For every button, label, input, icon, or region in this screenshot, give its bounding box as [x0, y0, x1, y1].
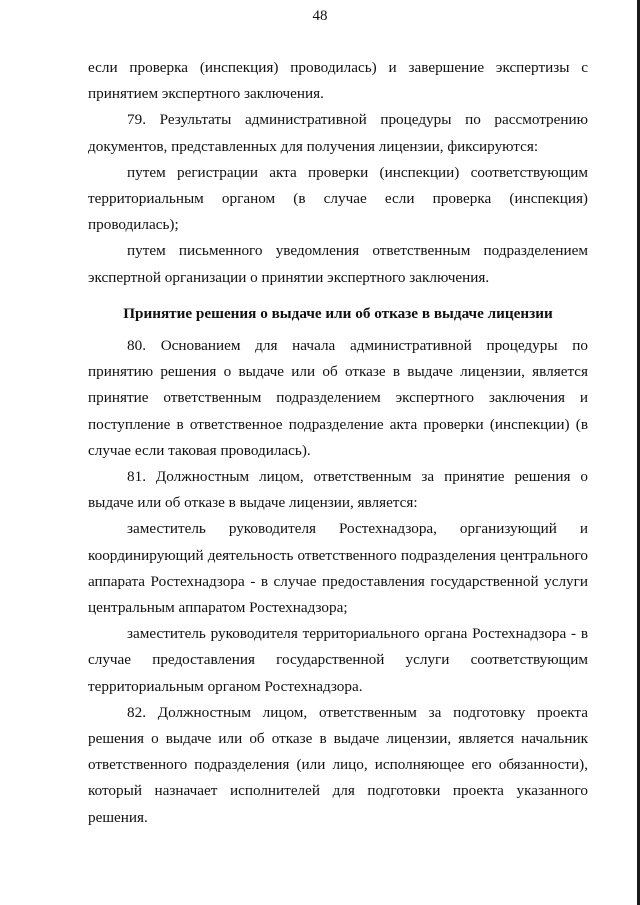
document-body	[88, 55, 588, 831]
paragraph-82: 82. Должностным лицом, ответственным за подготовку проекта решения о выдаче или об отказе в выдаче лицензии, является начальник ответственного подразделения (или лицо, исполняющее его обязанности), который назначает исполнителей для подготовки проекта указанного решения.	[88, 703, 588, 826]
paragraph-79-item-notification: путем письменного уведомления ответственным подразделением экспертной организации о принятии экспертного заключения.	[88, 242, 588, 286]
section-heading: Принятие решения о выдаче или об отказе в выдаче лицензии	[123, 304, 553, 322]
paragraph-79: 79. Результаты административной процедуры по рассмотрению документов, представленных для получения лицензии, фиксируются:	[88, 111, 588, 155]
page-number: 48	[312, 8, 328, 24]
paragraph-79-item-registration: путем регистрации акта проверки (инспекции) соответствующим территориальным органом (в случае если проверка (инспекция) проводилась);	[88, 163, 588, 234]
paragraph-continuation: если проверка (инспекция) проводилась) и завершение экспертизы с принятием экспертного заключения.	[88, 59, 588, 103]
paragraph-81-item-central: заместитель руководителя Ростехнадзора, организующий и координирующий деятельность ответственного подразделения центрального аппарата Ростехнадзора - в случае предоставления государственной услуги центральным аппаратом Ростехнадзора;	[88, 520, 588, 617]
paragraph-81-item-territorial: заместитель руководителя территориального органа Ростехнадзора - в случае предоставления государственной услуги соответствующим территориальным органом Ростехнадзора.	[88, 625, 588, 695]
paragraph-80: 80. Основанием для начала административной процедуры по принятию решения о выдаче или об отказе в выдаче лицензии, является принятие ответственным подразделением экспертного заключения и поступление в ответственное подразделение акта проверки (инспекции) (в случае если таковая проводилась).	[88, 337, 588, 459]
paragraph-81: 81. Должностным лицом, ответственным за принятие решения о выдаче или об отказе в выдаче лицензии, является:	[88, 468, 588, 512]
